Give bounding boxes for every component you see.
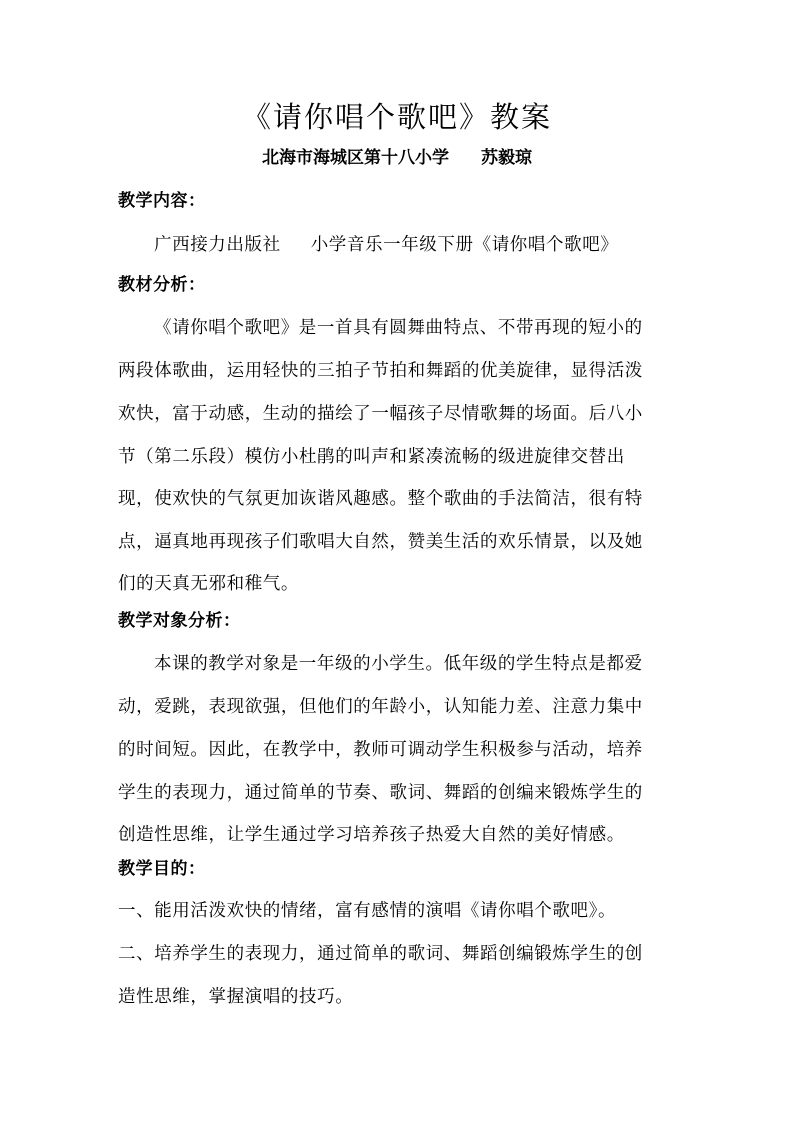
paragraph-line: 欢快，富于动感，生动的描绘了一幅孩子尽情歌舞的场面。后八小 (118, 404, 643, 424)
teaching-content-line (118, 232, 714, 258)
paragraph-line: 创造性思维，让学生通过学习培养孩子热爱大自然的美好情感。 (118, 825, 625, 845)
section-heading-teaching-content: 教学内容： (118, 191, 206, 211)
paragraph-line: 现，使欢快的气氛更加诙谐风趣感。整个歌曲的手法简洁，很有特 (118, 489, 643, 509)
author-school: 北海市海城区第十八小学 (262, 148, 449, 168)
paragraph-line: 点，逼真地再现孩子们歌唱大自然，赞美生活的欢乐情景，以及她 (118, 532, 643, 552)
publisher: 广西接力出版社 (154, 235, 281, 255)
paragraph-line: 《请你唱个歌吧》是一首具有圆舞曲特点、不带再现的短小的 (154, 318, 643, 338)
document-title: 《请你唱个歌吧》教案 (241, 100, 552, 134)
paragraph-line: 的时间短。因此，在教学中，教师可调动学生积极参与活动，培养 (118, 740, 643, 760)
author-name: 苏毅琼 (481, 148, 532, 168)
goal-item: 二、培养学生的表现力，通过简单的歌词、舞蹈创编锻炼学生的创 (118, 944, 643, 964)
goal-item: 一、能用活泼欢快的情绪，富有感情的演唱《请你唱个歌吧》。 (118, 901, 617, 921)
section-heading-student-analysis: 教学对象分析： (118, 611, 241, 631)
paragraph-line: 本课的教学对象是一年级的小学生。低年级的学生特点是都爱 (154, 654, 643, 674)
paragraph-line: 节（第二乐段）模仿小杜鹃的叫声和紧凑流畅的级进旋律交替出 (118, 447, 625, 467)
author-line (0, 145, 794, 171)
section-heading-material-analysis: 教材分析： (118, 275, 206, 295)
paragraph-line: 两段体歌曲，运用轻快的三拍子节拍和舞蹈的优美旋律，显得活泼 (118, 361, 643, 381)
goal-item: 造性思维，掌握演唱的技巧。 (118, 987, 354, 1007)
section-heading-teaching-goals: 教学目的： (118, 859, 206, 879)
paragraph-line: 们的天真无邪和稚气。 (118, 574, 299, 594)
textbook: 小学音乐一年级下册《请你唱个歌吧》 (310, 235, 619, 255)
paragraph-line: 学生的表现力，通过简单的节奏、歌词、舞蹈的创编来锻炼学生的 (118, 783, 643, 803)
paragraph-line: 动，爱跳，表现欲强，但他们的年龄小，认知能力差、注意力集中 (118, 697, 643, 717)
